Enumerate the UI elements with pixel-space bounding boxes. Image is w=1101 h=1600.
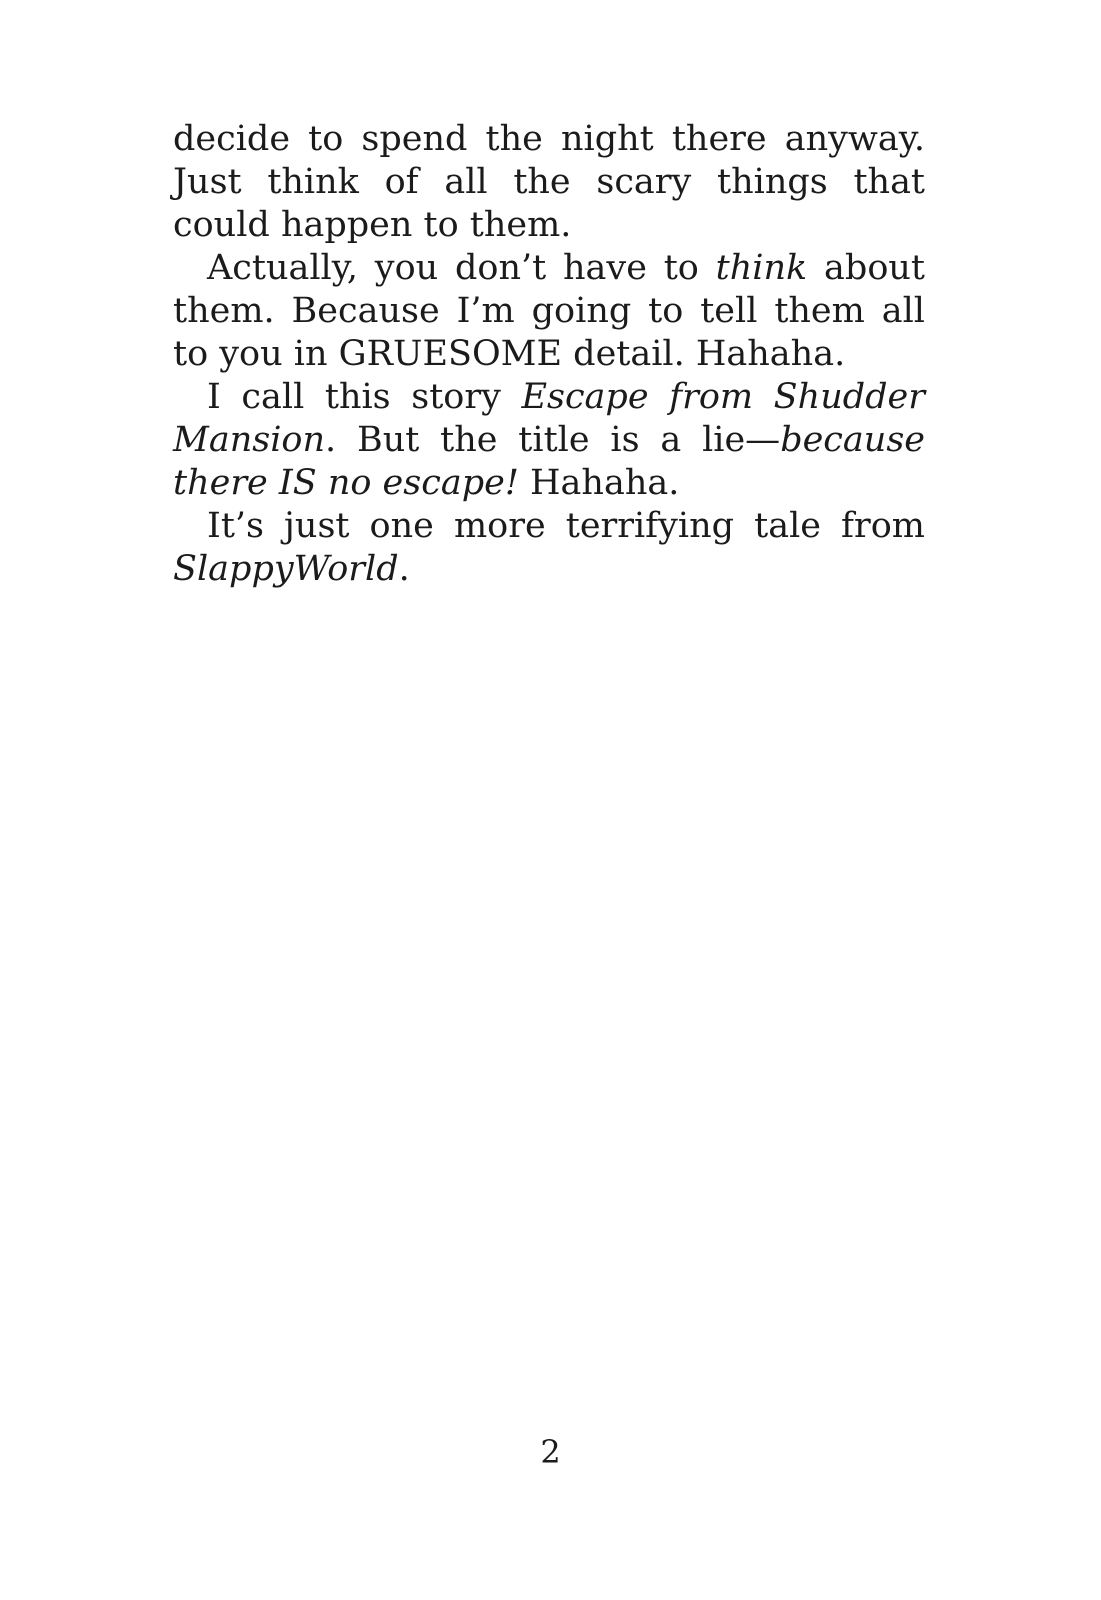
text-run: I call this story [207,377,522,417]
text-run: . [398,549,410,589]
italic-text-run: Escape from Shudder Mansion [173,377,925,460]
paragraph [173,376,925,505]
italic-text-run: because there IS no escape! [173,420,925,503]
italic-text-run: think [715,248,808,288]
text-run: Actually, you don’t have to [207,248,716,288]
page-number: 2 [540,1433,561,1471]
body-text [173,118,925,591]
paragraph [173,118,925,247]
paragraph [173,247,925,376]
text-run: decide to spend the night there anyway. Just think of all the scary things that could happen to them. [173,119,925,245]
paragraph [173,505,925,591]
text-run: It’s just one more terrifying tale from [207,506,925,546]
text-run: Hahaha. [518,463,680,503]
text-run: . But the title is a lie— [325,420,781,460]
italic-text-run: SlappyWorld [173,549,399,589]
text-run: about them. Because I’m going to tell them all to you in GRUESOME detail. Hahaha. [173,248,925,374]
